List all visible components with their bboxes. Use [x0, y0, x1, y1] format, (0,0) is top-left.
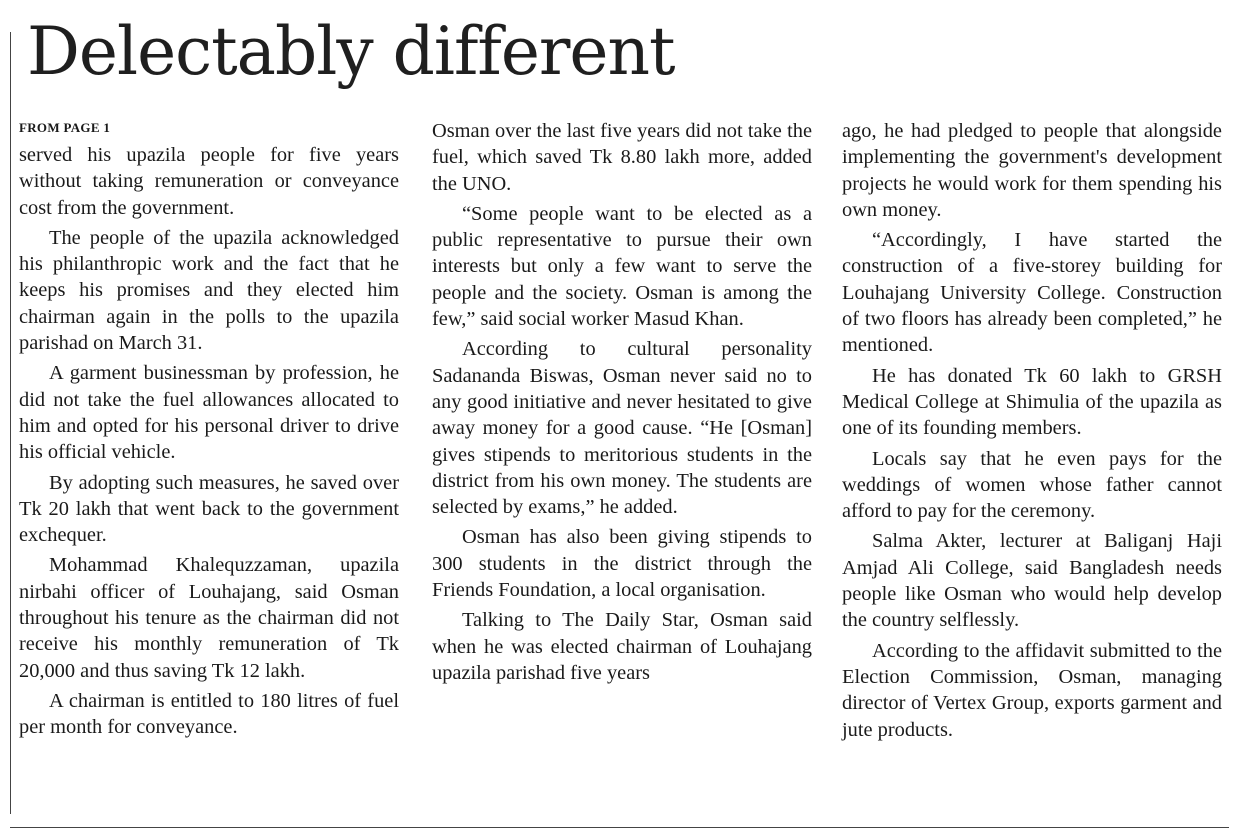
article-column-1 — [19, 118, 399, 741]
paragraph: Salma Akter, lecturer at Baliganj Haji Amjad Ali College, said Bangladesh needs people like Osman who would help develop the country selflessly. — [842, 530, 1222, 632]
paragraph: Talking to The Daily Star, Osman said when he was elected chairman of Louhajang upazila parishad five years — [432, 609, 812, 684]
left-column-rule — [10, 32, 11, 814]
paragraph: “Some people want to be elected as a public representative to pursue their own interests but only a few want to serve the people and the society. Osman is among the few,” said social worker Masud Khan. — [432, 202, 812, 331]
headline: Delectably different — [27, 13, 675, 90]
paragraph: Osman over the last five years did not take the fuel, which saved Tk 8.80 lakh more, added the UNO. — [432, 120, 812, 195]
article-column-3 — [842, 118, 1222, 743]
paragraph: Locals say that he even pays for the weddings of women whose father cannot afford to pay for the ceremony. — [842, 447, 1222, 523]
paragraph: served his upazila people for five years without taking remuneration or conveyance cost from the government. — [19, 144, 399, 219]
paragraph: Osman has also been giving stipends to 300 students in the district through the Friends Foundation, a local organisation. — [432, 526, 812, 602]
article-column-2 — [432, 118, 812, 686]
paragraph: The people of the upazila acknowledged his philanthropic work and the fact that he keeps his promises and they elected him chairman again in the polls to the upazila parishad on March 31. — [19, 226, 399, 355]
paragraph: Mohammad Khalequzzaman, upazila nirbahi officer of Louhajang, said Osman throughout his tenure as the chairman did not receive his monthly remuneration of Tk 20,000 and thus saving Tk 12 lakh. — [19, 554, 399, 682]
from-page-label: FROM PAGE 1 — [19, 120, 111, 135]
paragraph: A chairman is entitled to 180 litres of fuel per month for conveyance. — [19, 689, 399, 739]
paragraph: ago, he had pledged to people that alongside implementing the government's development projects he would work for them spending his own money. — [842, 120, 1222, 221]
paragraph: According to cultural personality Sadananda Biswas, Osman never said no to any good initiative and never hesitated to give away money for a good cause. “He [Osman] gives stipends to meritorious students in the district from his own money. The students are selected by exams,” he added. — [432, 338, 812, 519]
paragraph: “Accordingly, I have started the construction of a five-storey building for Louhajang University College. Construction of two floors has already been completed,” he mentioned. — [842, 229, 1222, 357]
bottom-rule — [10, 827, 1229, 828]
paragraph: He has donated Tk 60 lakh to GRSH Medical College at Shimulia of the upazila as one of its founding members. — [842, 364, 1222, 440]
paragraph: According to the affidavit submitted to the Election Commission, Osman, managing director of Vertex Group, exports garment and jute products. — [842, 639, 1222, 741]
paragraph: A garment businessman by profession, he did not take the fuel allowances allocated to him and opted for his personal driver to drive his official vehicle. — [19, 362, 399, 464]
paragraph: By adopting such measures, he saved over Tk 20 lakh that went back to the government exchequer. — [19, 471, 399, 547]
